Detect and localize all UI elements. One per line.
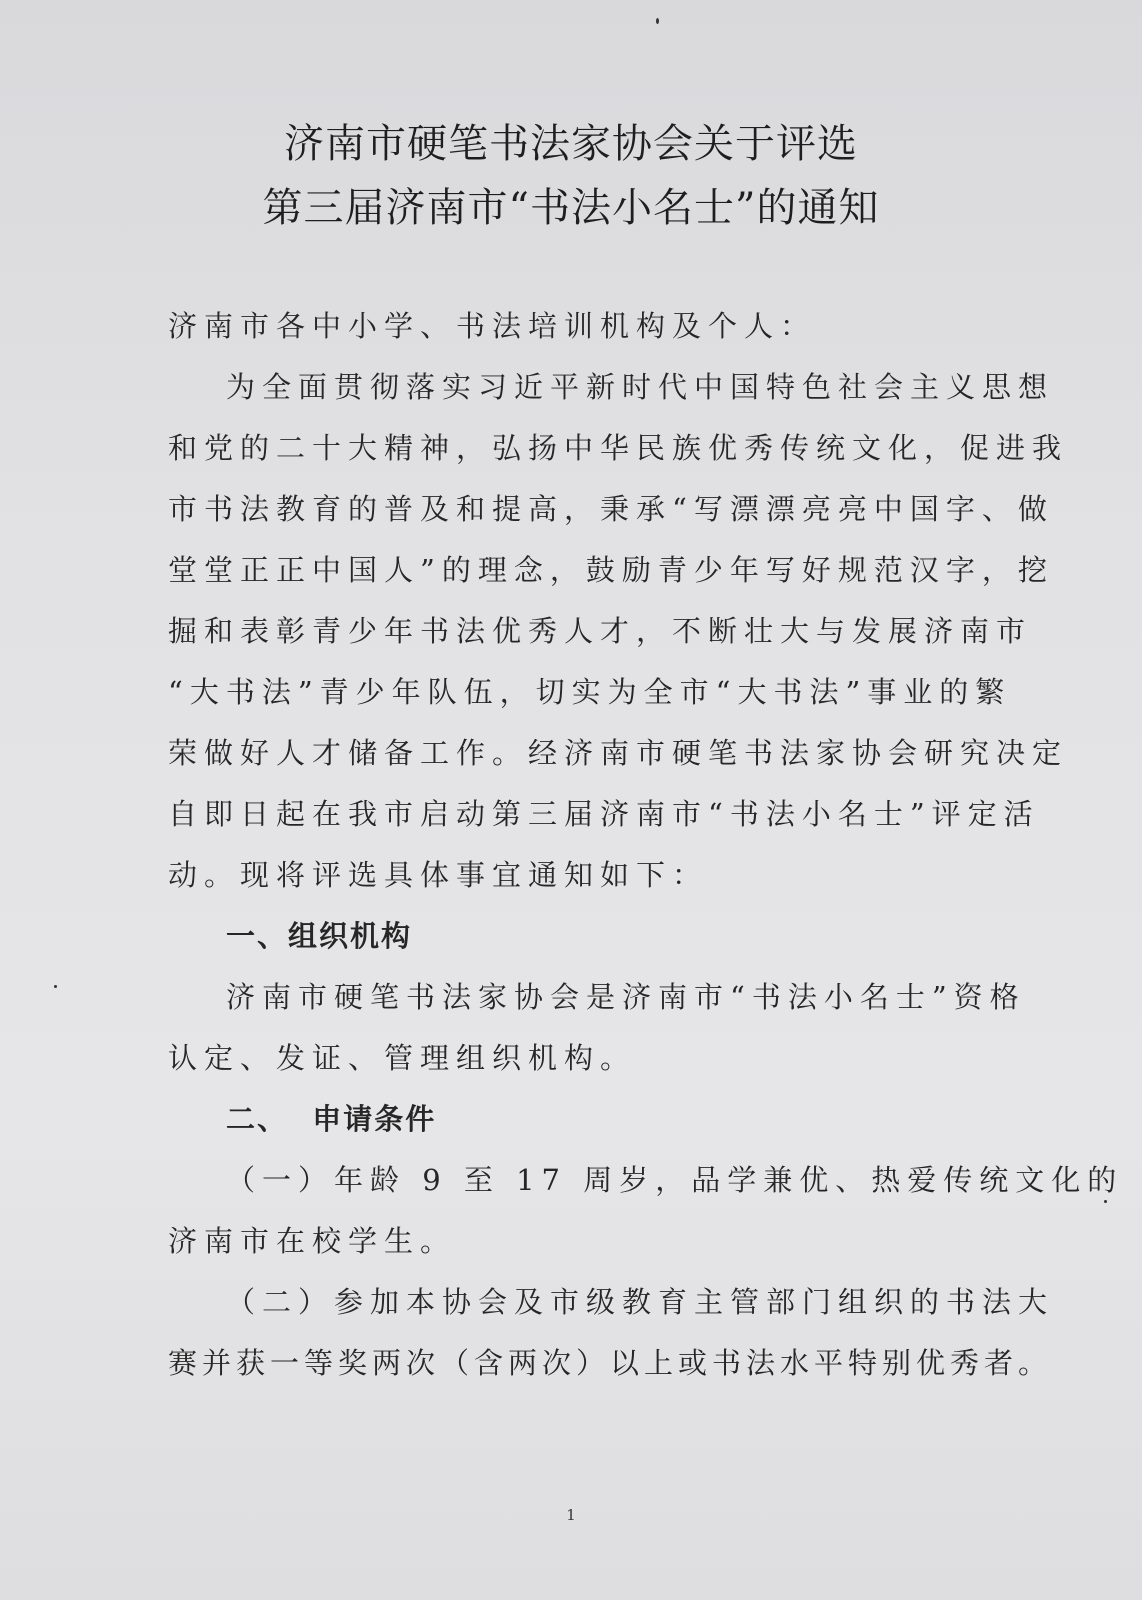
intro-line: 和党的二十大精神，弘扬中华民族优秀传统文化，促进我 bbox=[168, 431, 1069, 465]
intro-line: 掘和表彰青少年书法优秀人才，不断壮大与发展济南市 bbox=[168, 614, 1033, 648]
intro-line: 为全面贯彻落实习近平新时代中国特色社会主义思想 bbox=[226, 370, 1055, 404]
condition-item-2-line: 赛并获一等奖两次（含两次）以上或书法水平特别优秀者。 bbox=[168, 1346, 1053, 1380]
intro-line: 堂堂正正中国人”的理念，鼓励青少年写好规范汉字，挖 bbox=[168, 553, 1054, 587]
section1-line: 认定、发证、管理组织机构。 bbox=[168, 1041, 637, 1075]
paper-speck bbox=[54, 985, 57, 988]
salutation: 济南市各中小学、书法培训机构及个人： bbox=[168, 309, 817, 343]
page-number: 1 bbox=[566, 1506, 576, 1524]
paper-speck bbox=[656, 18, 659, 24]
section1-line: 济南市硬笔书法家协会是济南市“书法小名士”资格 bbox=[226, 980, 1026, 1014]
document-title bbox=[0, 112, 1142, 240]
intro-line: 自即日起在我市启动第三届济南市“书法小名士”评定活 bbox=[168, 797, 1040, 831]
intro-line: 动。现将评选具体事宜通知如下： bbox=[168, 858, 709, 892]
title-line-1: 济南市硬笔书法家协会关于评选 bbox=[284, 121, 858, 167]
condition-item-1-line: 济南市在校学生。 bbox=[168, 1224, 457, 1258]
intro-line: 市书法教育的普及和提高，秉承“写漂漂亮亮中国字、做 bbox=[168, 492, 1054, 526]
section-heading-conditions: 二、 申请条件 bbox=[226, 1102, 437, 1136]
title-line-2: 第三届济南市“书法小名士”的通知 bbox=[262, 185, 880, 231]
condition-item-1-line: （一）年龄 9 至 17 周岁，品学兼优、热爱传统文化的 bbox=[226, 1163, 1124, 1197]
paper-speck bbox=[1104, 1200, 1107, 1203]
intro-line: 荣做好人才储备工作。经济南市硬笔书法家协会研究决定 bbox=[168, 736, 1069, 770]
intro-line: “大书法”青少年队伍，切实为全市“大书法”事业的繁 bbox=[168, 675, 1012, 709]
document-body bbox=[168, 296, 1124, 1394]
condition-item-2-line: （二）参加本协会及市级教育主管部门组织的书法大 bbox=[226, 1285, 1055, 1319]
section-heading-organization: 一、组织机构 bbox=[226, 919, 413, 953]
